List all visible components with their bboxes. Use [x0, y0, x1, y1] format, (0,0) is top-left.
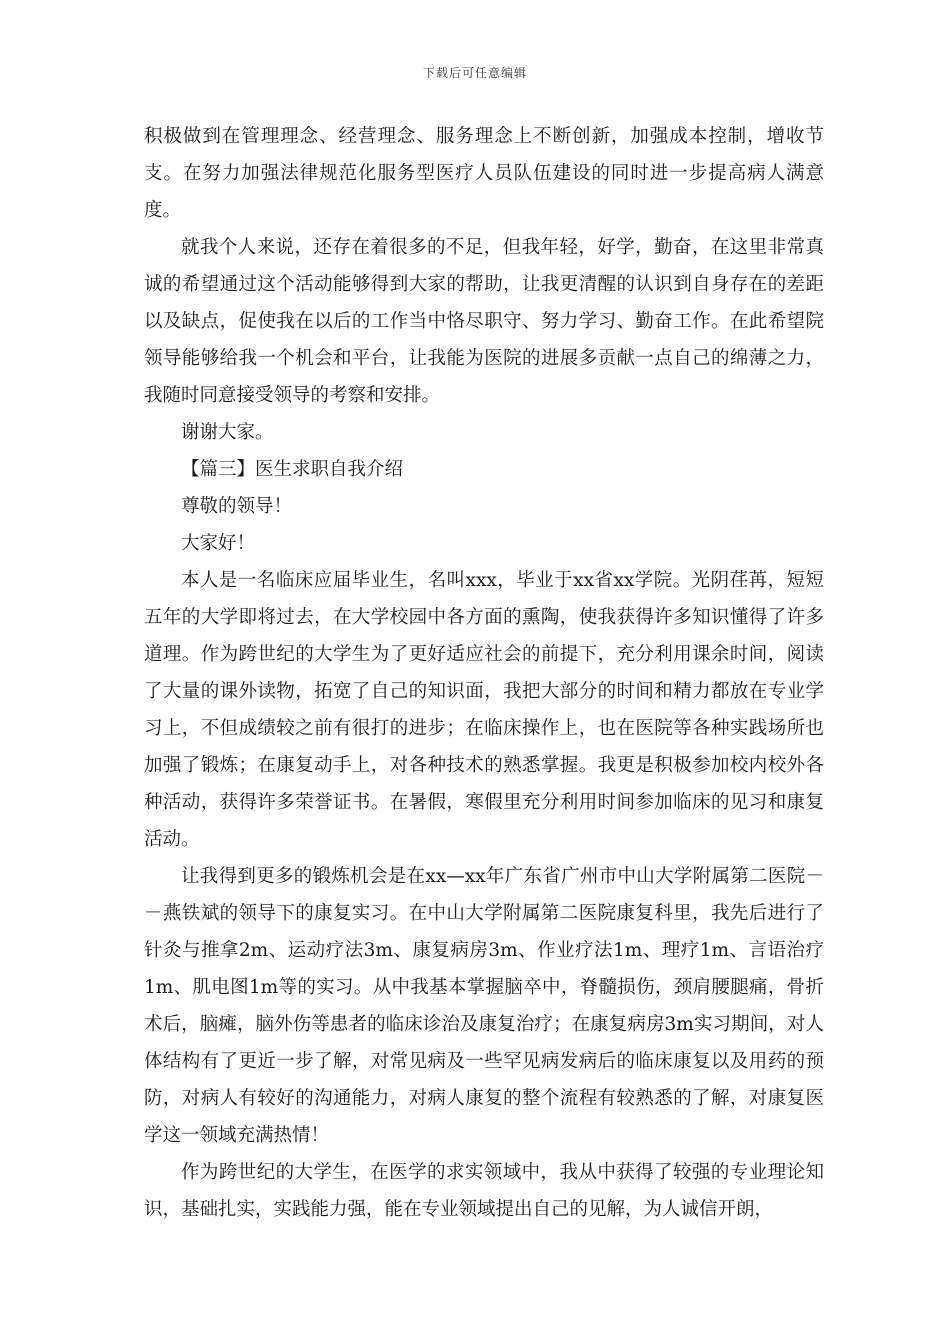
paragraph-closing: 作为跨世纪的大学生，在医学的求实领域中，我从中获得了较强的专业理论知识，基础扎实，实践能力强，能在专业领域提出自己的见解，为人诚信开朗，: [144, 1162, 824, 1220]
page-header: 下载后可任意编辑: [422, 66, 527, 80]
salutation: 尊敬的领导！: [181, 496, 293, 517]
paragraph-intro: 本人是一名临床应届毕业生，名叫xxx，毕业于xx省xx学院。光阴荏苒，短短五年的大学即将过去，在大学校园中各方面的熏陶，使我获得许多知识懂得了许多道理。作为跨世纪的大学生为了更好适应社会的前提下，充分利用课余时间，阅读了大量的课外读物，拓宽了自己的知识面，我把大部分的时间和精力都放在专业学习上，不但成绩较之前有很打的进步；在临床操作上，也在医院等各种实践场所也加强了锻炼；在康复动手上，对各种技术的熟悉掌握。我更是积极参加校内校外各种活动，获得许多荣誉证书。在暑假，寒假里充分利用时间参加临床的见习和康复活动。: [144, 570, 824, 850]
section-title: 【篇三】医生求职自我介绍: [181, 459, 404, 480]
paragraph-internship: 让我得到更多的锻炼机会是在xx—xx年广东省广州市中山大学附属第二医院－－燕铁斌的领导下的康复实习。在中山大学附属第二医院康复科里，我先后进行了针灸与推拿2m、运动疗法3m、康复病房3m、作业疗法1m、理疗1m、言语治疗1m、肌电图1m等的实习。从中我基本掌握脑卒中，脊髓损伤，颈肩腰腿痛，骨折术后，脑瘫，脑外伤等患者的临床诊治及康复治疗；在康复病房3m实习期间，对人体结构有了更近一步了解，对常见病及一些罕见病发病后的临床康复以及用药的预防，对病人有较好的沟通能力，对病人康复的整个流程有较熟悉的了解，对康复医学这一领域充满热情！: [144, 866, 824, 1146]
greeting: 大家好！: [181, 533, 256, 554]
paragraph-thanks: 谢谢大家。: [181, 422, 274, 443]
paragraph-2: 就我个人来说，还存在着很多的不足，但我年轻，好学，勤奋，在这里非常真诚的希望通过这个活动能够得到大家的帮助，让我更清醒的认识到自身存在的差距以及缺点，促使我在以后的工作当中恪尽职守、努力学习、勤奋工作。在此希望院领导能够给我一个机会和平台，让我能为医院的进展多贡献一点自己的绵薄之力，我随时同意接受领导的考察和安排。: [144, 237, 824, 406]
document-body: [144, 118, 824, 1228]
paragraph-1: 积极做到在管理理念、经营理念、服务理念上不断创新，加强成本控制，增收节支。在努力加强法律规范化服务型医疗人员队伍建设的同时进一步提高病人满意度。: [144, 126, 824, 221]
